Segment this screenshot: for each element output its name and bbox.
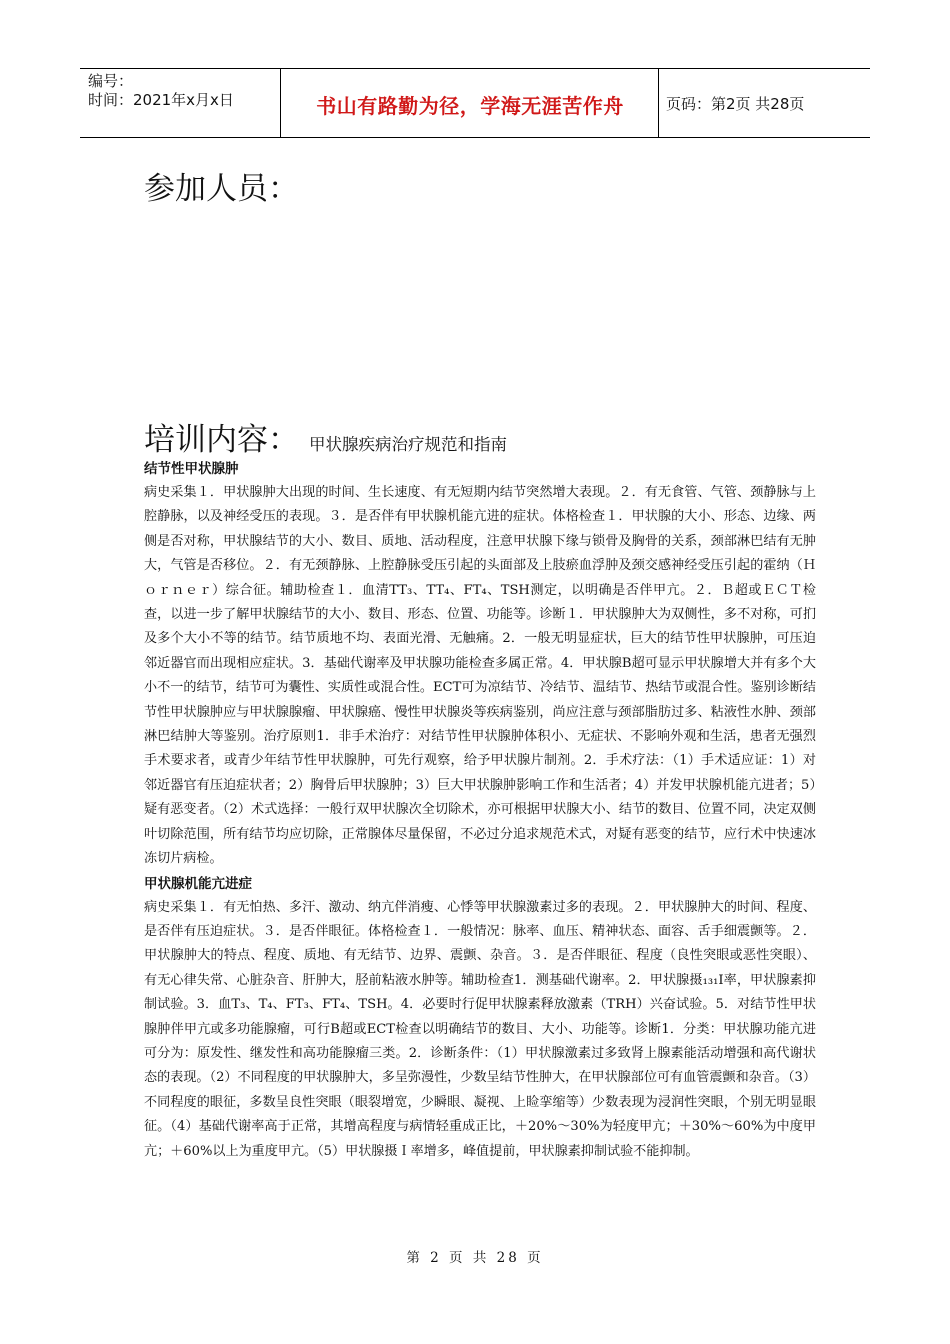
- header-info-cell: [80, 69, 281, 137]
- training-heading: [144, 414, 507, 459]
- page-footer: 第 2 页 共 28 页: [406, 1250, 544, 1266]
- training-content: [144, 457, 816, 1164]
- participants-heading: 参加人员：: [144, 171, 299, 207]
- section-body-hyperthyroidism: 病史采集１．有无怕热、多汗、激动、纳亢伴消瘦、心悸等甲状腺激素过多的表现。２．甲状腺肿大的时间、程度、是否伴有压迫症状。３．是否伴眼征。体格检查１．一般情况：脉率、血压、精神状态、面容、舌手细震颤等。２．甲状腺肿大的特点、程度、质地、有无结节、边界、震颤、杂音。３．是否伴眼征、程度（良性突眼或恶性突眼）、有无心律失常、心脏杂音、肝肿大，胫前粘液水肿等。辅助检查1．测基础代谢率。2．甲状腺摄₁₃₁I率，甲状腺素抑制试验。3．血T₃、T₄、FT₃、FT₄、TSH。4．必要时行促甲状腺素释放激素（TRH）兴奋试验。5．对结节性甲状腺肿伴甲亢或多功能腺瘤，可行B超或ECT检查以明确结节的数目、大小、功能等。诊断1．分类：甲状腺功能亢进可分为：原发性、继发性和高功能腺瘤三类。2．诊断条件：（1）甲状腺激素过多致肾上腺素能活动增强和高代谢状态的表现。（2）不同程度的甲状腺肿大，多呈弥漫性，少数呈结节性肿大，在甲状腺部位可有血管震颤和杂音。（3）不同程度的眼征，多数呈良性突眼（眼裂增宽，少瞬眼、凝视、上睑挛缩等）少数表现为浸润性突眼，个别无明显眼征。（4）基础代谢率高于正常，其增高程度与病情轻重成正比，＋20%～30%为轻度甲亢；＋30%～60%为中度甲亢；＋60%以上为重度甲亢。（5）甲状腺摄Ｉ率增多，峰值提前，甲状腺素抑制试验不能抑制。: [144, 899, 816, 1159]
- header-motto-cell: [282, 69, 659, 137]
- section-body-nodular-goiter: 病史采集１．甲状腺肿大出现的时间、生长速度、有无短期内结节突然增大表现。２．有无食管、气管、颈静脉与上腔静脉，以及神经受压的表现。３．是否伴有甲状腺机能亢进的症状。体格检查１．甲状腺的大小、形态、边缘、两侧是否对称，甲状腺结节的大小、数目、质地、活动程度，注意甲状腺下缘与锁骨及胸骨的关系，颈部淋巴结有无肿大，气管是否移位。２．有无颈静脉、上腔静脉受压引起的头面部及上肢瘀血浮肿及颈交感神经受压引起的霍纳（Ｈｏｒｎｅｒ）综合征。辅助检查１．血清TT₃、TT₄、FT₄、TSH测定，以明确是否伴甲亢。２．Ｂ超或ＥＣＴ检查，以进一步了解甲状腺结节的大小、数目、形态、位置、功能等。诊断１．甲状腺肿大为双侧性，多不对称，可扪及多个大小不等的结节。结节质地不均、表面光滑、无触痛。2．一般无明显症状，巨大的结节性甲状腺肿，可压迫邻近器官而出现相应症状。3．基础代谢率及甲状腺功能检查多属正常。4．甲状腺B超可显示甲状腺增大并有多个大小不一的结节，结节可为囊性、实质性或混合性。ECT可为凉结节、冷结节、温结节、热结节或混合性。鉴别诊断结节性甲状腺肿应与甲状腺腺瘤、甲状腺癌、慢性甲状腺炎等疾病鉴别，尚应注意与颈部脂肪过多、粘液性水肿、颈部淋巴结肿大等鉴别。治疗原则1．非手术治疗：对结节性甲状腺肿体积小、无症状、不影响外观和生活，患者无强烈手术要求者，或青少年结节性甲状腺肿，可先行观察，给予甲状腺片制剂。2．手术疗法：（1）手术适应证：1）对邻近器官有压迫症状者；2）胸骨后甲状腺肿；3）巨大甲状腺肿影响工作和生活者；4）并发甲状腺机能亢进者；5）疑有恶变者。（2）术式选择：一般行双甲状腺次全切除术，亦可根据甲状腺大小、结节的数目、位置不同，决定双侧叶切除范围，所有结节均应切除，正常腺体尽量保留，不必过分追求规范术式，对疑有恶变的结节，应行术中快速冰冻切片病检。: [144, 485, 816, 867]
- training-label: 培训内容：: [144, 422, 299, 458]
- header-page-code: 页码：第2页 共28页: [666, 95, 805, 113]
- section-title-nodular-goiter: 结节性甲状腺肿: [144, 461, 239, 477]
- page-header: [80, 68, 870, 138]
- header-page-cell: [660, 69, 870, 137]
- document-date-label: 时间：2021年x月x日: [88, 91, 234, 109]
- section-title-hyperthyroidism: 甲状腺机能亢进症: [144, 875, 252, 892]
- header-motto: 书山有路勤为径，学海无涯苦作舟: [316, 94, 624, 118]
- training-subject: 甲状腺疾病治疗规范和指南: [309, 435, 507, 454]
- document-number-label: 编号：: [88, 72, 134, 90]
